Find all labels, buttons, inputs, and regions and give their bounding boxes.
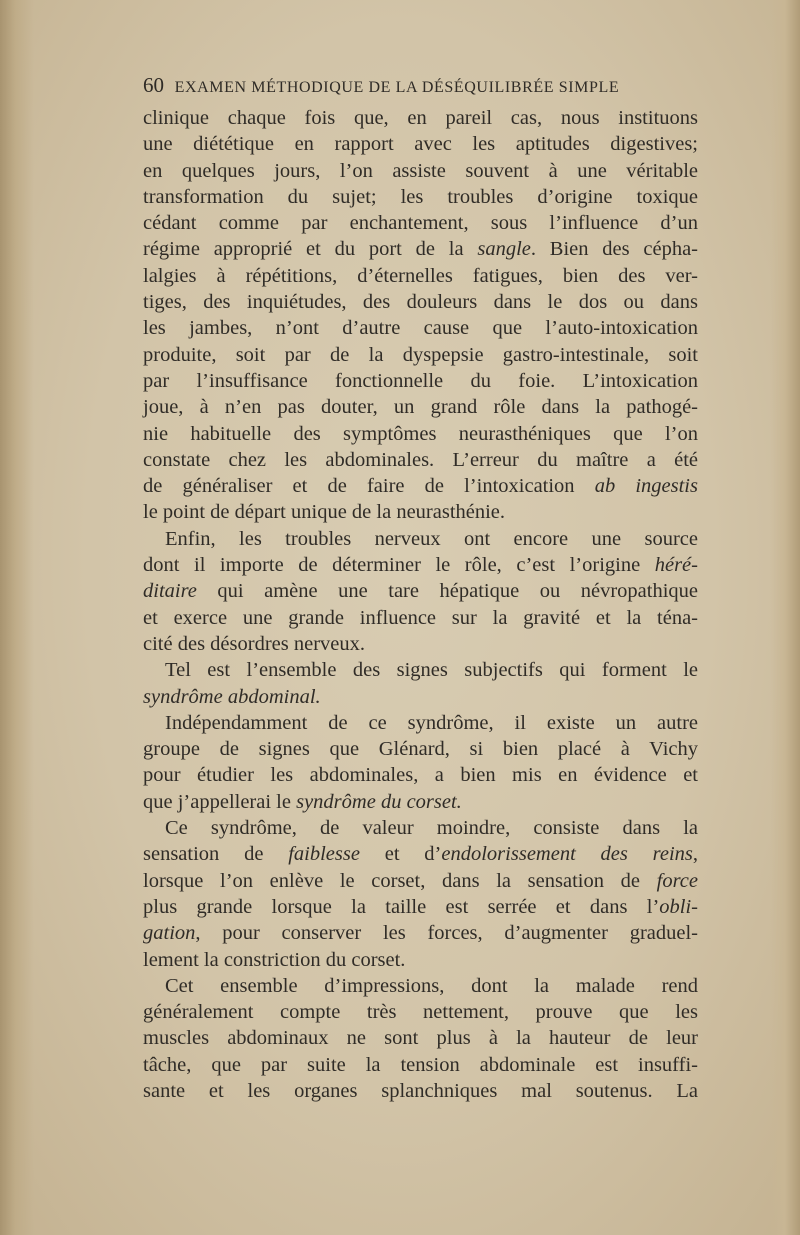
text-line — [143, 263, 698, 289]
text-line — [143, 762, 698, 788]
text-line — [143, 158, 698, 184]
text-segment: et d’ — [359, 843, 442, 866]
text-line — [143, 526, 698, 552]
body-text — [143, 105, 698, 1104]
text-segment: dont il importe de déterminer le rôle, c’est l’origine — [143, 554, 655, 577]
text-line — [143, 578, 698, 604]
italic-text: faiblesse — [288, 843, 360, 866]
text-segment: produite, soit par de la dyspepsie gastro-intestinale, soit — [143, 343, 698, 366]
italic-text: syndrôme abdominal. — [143, 685, 321, 708]
text-line — [143, 736, 698, 762]
text-line — [143, 394, 698, 420]
text-line — [143, 684, 698, 710]
italic-text: endolorissement des reins — [441, 843, 693, 866]
text-segment: que j’appellerai le — [143, 790, 297, 813]
text-segment: constate chez les abdominales. L’erreur du maître a été — [143, 448, 698, 471]
text-segment: tiges, des inquiétudes, des douleurs dans le dos ou dans — [143, 291, 698, 314]
italic-text: gation — [143, 922, 196, 945]
text-line — [143, 289, 698, 315]
text-line — [143, 789, 698, 815]
italic-text: ab ingestis — [594, 475, 698, 498]
text-line — [143, 868, 698, 894]
italic-text: syndrôme du corset. — [296, 790, 462, 813]
text-segment: régime approprié et du port de la — [143, 238, 478, 261]
text-segment: qui amène une tare hépatique ou névropathique — [196, 580, 698, 603]
text-segment: transformation du sujet; les troubles d’origine toxique — [143, 185, 698, 208]
italic-text: ditaire — [143, 580, 197, 603]
text-segment: Enfin, les troubles nerveux ont encore une source — [165, 527, 698, 550]
text-line — [143, 368, 698, 394]
text-line — [143, 1052, 698, 1078]
text-segment: , — [692, 843, 699, 866]
text-line — [143, 1025, 698, 1051]
running-title: EXAMEN MÉTHODIQUE DE LA DÉSÉQUILIBRÉE SIMPLE — [174, 79, 620, 96]
page-edge-shadow-right — [770, 0, 800, 1235]
text-segment: tâche, que par suite la tension abdominale est insuffi- — [143, 1053, 698, 1076]
text-line — [143, 920, 698, 946]
text-line — [143, 131, 698, 157]
running-head — [143, 73, 683, 98]
text-segment: groupe de signes que Glénard, si bien placé à Vichy — [143, 738, 698, 761]
text-segment: clinique chaque fois que, en pareil cas, nous instituons — [143, 107, 698, 129]
text-segment: pour étudier les abdominales, a bien mis en évidence et — [143, 764, 698, 787]
text-segment: Cet ensemble d’impressions, dont la malade rend — [165, 974, 698, 997]
text-line — [143, 710, 698, 736]
text-line — [143, 657, 698, 683]
text-line — [143, 973, 698, 999]
text-line — [143, 999, 698, 1025]
text-line — [143, 447, 698, 473]
text-line — [143, 499, 698, 525]
text-segment: généralement compte très nettement, prouve que les — [143, 1001, 698, 1024]
text-line — [143, 841, 698, 867]
text-line — [143, 236, 698, 262]
text-line — [143, 947, 698, 973]
text-line — [143, 894, 698, 920]
text-line — [143, 631, 698, 657]
text-segment: , pour conserver les forces, d’augmenter graduel- — [195, 922, 698, 945]
text-line — [143, 1078, 698, 1104]
text-line — [143, 473, 698, 499]
text-segment: nie habituelle des symptômes neurasthéniques que l’on — [143, 422, 698, 445]
text-line — [143, 342, 698, 368]
italic-text: force — [656, 869, 698, 892]
text-line — [143, 815, 698, 841]
text-segment: une diététique en rapport avec les aptitudes digestives; — [143, 133, 698, 156]
text-line — [143, 315, 698, 341]
italic-text: héré- — [654, 554, 698, 577]
text-line — [143, 105, 698, 131]
text-segment: muscles abdominaux ne sont plus à la hauteur de leur — [143, 1027, 698, 1050]
page-edge-shadow-left — [0, 0, 34, 1235]
text-line — [143, 210, 698, 236]
text-line — [143, 421, 698, 447]
text-line — [143, 605, 698, 631]
text-segment: par l’insuffisance fonctionnelle du foie. L’intoxication — [143, 369, 698, 392]
italic-text: sangle — [477, 238, 531, 261]
text-segment: sensation de — [143, 843, 289, 866]
text-segment: lalgies à répétitions, d’éternelles fatigues, bien des ver- — [143, 264, 698, 287]
text-segment: . Bien des cépha- — [530, 238, 698, 261]
text-segment: Indépendamment de ce syndrôme, il existe un autre — [165, 711, 698, 734]
text-segment: et exerce une grande influence sur la gravité et la téna- — [143, 606, 698, 629]
text-segment: lorsque l’on enlève le corset, dans la sensation de — [143, 869, 657, 892]
text-segment: cédant comme par enchantement, sous l’influence d’un — [143, 212, 698, 235]
text-segment: les jambes, n’ont d’autre cause que l’auto-intoxication — [143, 317, 698, 340]
text-segment: joue, à n’en pas douter, un grand rôle dans la pathogé- — [143, 396, 698, 419]
text-segment: le point de départ unique de la neurasthénie. — [143, 501, 506, 524]
text-segment: de généraliser et de faire de l’intoxication — [143, 475, 595, 498]
page-number: 60 — [143, 73, 164, 97]
text-segment: Ce syndrôme, de valeur moindre, consiste dans la — [165, 817, 698, 840]
text-segment: cité des désordres nerveux. — [143, 632, 365, 655]
text-segment: en quelques jours, l’on assiste souvent à une véritable — [143, 159, 698, 182]
text-segment: lement la constriction du corset. — [143, 948, 406, 971]
text-segment: sante et les organes splanchniques mal soutenus. La — [143, 1079, 698, 1102]
text-segment: Tel est l’ensemble des signes subjectifs qui forment le — [165, 659, 698, 682]
text-line — [143, 552, 698, 578]
text-segment: plus grande lorsque la taille est serrée et dans l’ — [143, 895, 660, 918]
italic-text: obli- — [659, 895, 698, 918]
text-line — [143, 184, 698, 210]
